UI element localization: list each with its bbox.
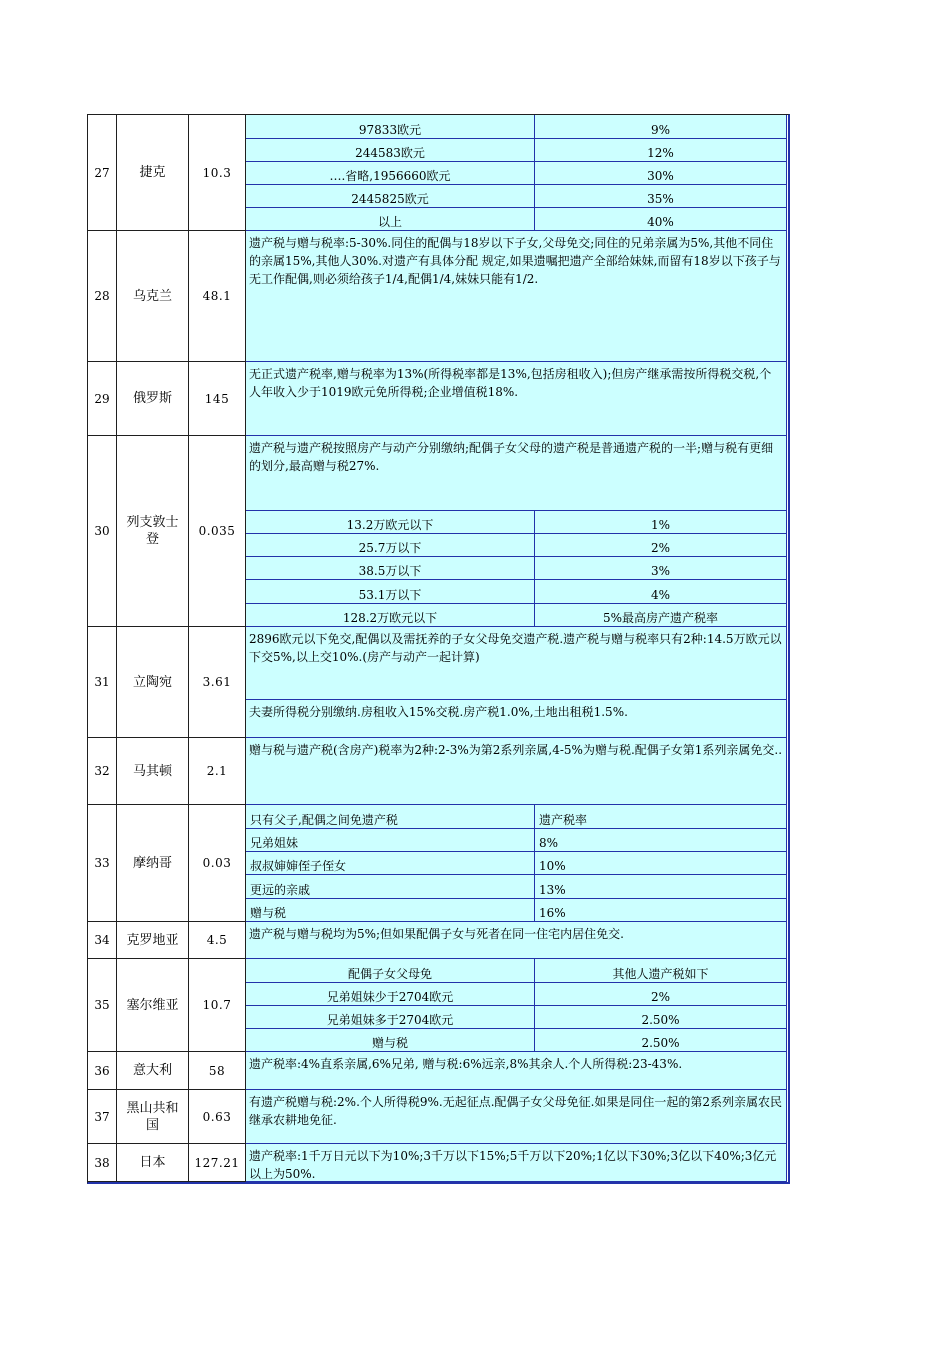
country-name: 列支敦士登 xyxy=(117,436,189,627)
row-number: 38 xyxy=(88,1144,117,1182)
population: 0.035 xyxy=(189,436,246,627)
population: 0.63 xyxy=(189,1090,246,1144)
bracket-rate: 12% xyxy=(535,139,787,162)
bracket-amount: 25.7万以下 xyxy=(246,534,535,557)
bracket-amount: 13.2万欧元以下 xyxy=(246,511,535,534)
relation-label: 赠与税 xyxy=(246,899,535,922)
population: 58 xyxy=(189,1052,246,1090)
bracket-rate: 9% xyxy=(535,115,787,139)
row-number: 32 xyxy=(88,738,117,805)
tax-description: 2896欧元以下免交,配偶以及需抚养的子女父母免交遗产税.遗产税与赠与税率只有2种:14.5万欧元以下交5%,以上交10%.(房产与动产一起计算) xyxy=(246,627,787,700)
row-number: 33 xyxy=(88,805,117,922)
country-name: 克罗地亚 xyxy=(117,922,189,959)
population: 127.21 xyxy=(189,1144,246,1182)
relation-rate: 13% xyxy=(535,875,787,899)
relation-label: 赠与税 xyxy=(246,1029,535,1052)
bracket-rate: 2% xyxy=(535,534,787,557)
relation-label: 只有父子,配偶之间免遗产税 xyxy=(246,805,535,829)
bracket-rate: 1% xyxy=(535,511,787,534)
relation-label: 叔叔婶婶侄子侄女 xyxy=(246,852,535,875)
relation-rate: 8% xyxy=(535,829,787,852)
population: 0.03 xyxy=(189,805,246,922)
tax-description: 遗产税率:1千万日元以下为10%;3千万以下15%;5千万以下20%;1亿以下30%;3亿以下40%;3亿元以上为50%. xyxy=(246,1144,787,1182)
relation-label: 兄弟姐妹多于2704欧元 xyxy=(246,1006,535,1029)
row-number: 27 xyxy=(88,115,117,231)
relation-rate: 2.50% xyxy=(535,1006,787,1029)
country-name: 马其顿 xyxy=(117,738,189,805)
relation-rate: 10% xyxy=(535,852,787,875)
bracket-rate: 35% xyxy=(535,185,787,208)
population: 48.1 xyxy=(189,231,246,362)
country-name: 黑山共和国 xyxy=(117,1090,189,1144)
population: 10.3 xyxy=(189,115,246,231)
tax-description: 遗产税率:4%直系亲属,6%兄弟, 赠与税:6%远亲,8%其余人.个人所得税:23-43%. xyxy=(246,1052,787,1090)
tax-description: 赠与税与遗产税(含房产)税率为2种:2-3%为第2系列亲属,4-5%为赠与税.配偶子女第1系列亲属免交.. xyxy=(246,738,787,805)
country-name: 摩纳哥 xyxy=(117,805,189,922)
country-name: 塞尔维亚 xyxy=(117,959,189,1052)
bracket-rate: 4% xyxy=(535,580,787,604)
bracket-rate: 3% xyxy=(535,557,787,580)
row-number: 36 xyxy=(88,1052,117,1090)
relation-label: 配偶子女父母免 xyxy=(246,959,535,983)
relation-rate: 2.50% xyxy=(535,1029,787,1052)
row-number: 34 xyxy=(88,922,117,959)
population: 10.7 xyxy=(189,959,246,1052)
tax-table xyxy=(87,114,790,1184)
tax-description: 遗产税与赠与税均为5%;但如果配偶子女与死者在同一住宅内居住免交. xyxy=(246,922,787,959)
relation-rate: 2% xyxy=(535,983,787,1006)
bracket-rate: 40% xyxy=(535,208,787,231)
relation-rate: 16% xyxy=(535,899,787,922)
population: 3.61 xyxy=(189,627,246,738)
country-name: 意大利 xyxy=(117,1052,189,1090)
row-number: 37 xyxy=(88,1090,117,1144)
tax-description: 遗产税与遗产税按照房产与动产分别缴纳;配偶子女父母的遗产税是普通遗产税的一半;赠与税有更细的划分,最高赠与税27%. xyxy=(246,436,787,511)
bracket-amount: 97833欧元 xyxy=(246,115,535,139)
country-name: 日本 xyxy=(117,1144,189,1182)
tax-description: 遗产税与赠与税率:5-30%.同住的配偶与18岁以下子女,父母免交;同住的兄弟亲属为5%,其他不同住的亲属15%,其他人30%.对遗产有具体分配 规定,如果遗嘱把遗产全部给妹妹,而留有18岁以下孩子与无工作配偶,则必须给孩子1/4,配偶1/4,妹妹只能有1/2. xyxy=(246,231,787,362)
relation-label: 兄弟姐妹 xyxy=(246,829,535,852)
row-number: 31 xyxy=(88,627,117,738)
row-number: 35 xyxy=(88,959,117,1052)
country-name: 俄罗斯 xyxy=(117,362,189,436)
row-number: 28 xyxy=(88,231,117,362)
country-name: 立陶宛 xyxy=(117,627,189,738)
tax-description: 无正式遗产税率,赠与税率为13%(所得税率都是13%,包括房租收入);但房产继承需按所得税交税,个人年收入少于1019欧元免所得税;企业增值税18%. xyxy=(246,362,787,436)
relation-label: 兄弟姐妹少于2704欧元 xyxy=(246,983,535,1006)
relation-rate: 遗产税率 xyxy=(535,805,787,829)
population: 145 xyxy=(189,362,246,436)
bracket-rate: 5%最高房产遗产税率 xyxy=(535,604,787,627)
bracket-amount: 以上 xyxy=(246,208,535,231)
row-number: 29 xyxy=(88,362,117,436)
bracket-amount: 53.1万以下 xyxy=(246,580,535,604)
tax-description: 有遗产税赠与税:2%.个人所得税9%.无起征点.配偶子女父母免征.如果是同住一起的第2系列亲属农民继承农耕地免征. xyxy=(246,1090,787,1144)
income-tax-note: 夫妻所得税分别缴纳.房租收入15%交税.房产税1.0%,土地出租税1.5%. xyxy=(246,700,787,738)
bracket-amount: 244583欧元 xyxy=(246,139,535,162)
country-name: 乌克兰 xyxy=(117,231,189,362)
bracket-amount: ….省略,1956660欧元 xyxy=(246,162,535,185)
population: 4.5 xyxy=(189,922,246,959)
bracket-amount: 38.5万以下 xyxy=(246,557,535,580)
bracket-amount: 2445825欧元 xyxy=(246,185,535,208)
row-number: 30 xyxy=(88,436,117,627)
relation-label: 更远的亲戚 xyxy=(246,875,535,899)
bracket-amount: 128.2万欧元以下 xyxy=(246,604,535,627)
bracket-rate: 30% xyxy=(535,162,787,185)
population: 2.1 xyxy=(189,738,246,805)
relation-rate: 其他人遗产税如下 xyxy=(535,959,787,983)
country-name: 捷克 xyxy=(117,115,189,231)
